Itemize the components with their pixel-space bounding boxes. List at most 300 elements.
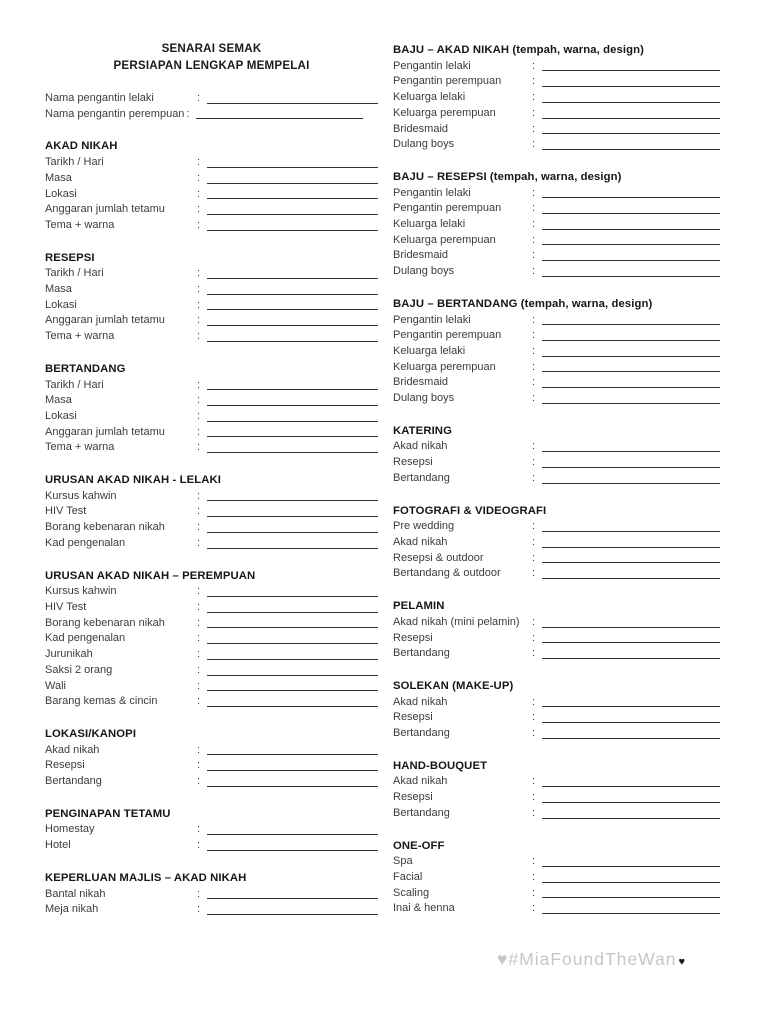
colon-separator: : — [197, 409, 201, 422]
field-label: Masa — [45, 394, 72, 407]
field-row — [393, 264, 720, 280]
fill-in-line — [542, 578, 720, 579]
section-heading: ONE-OFF — [393, 839, 445, 852]
field-label: Dulang boys — [393, 392, 455, 405]
fill-in-line — [207, 500, 378, 501]
colon-separator: : — [532, 695, 536, 708]
colon-separator: : — [197, 759, 201, 772]
colon-separator: : — [532, 329, 536, 342]
field-label: Tema + warna — [45, 218, 115, 231]
field-label: Hotel — [45, 839, 71, 852]
section — [393, 504, 720, 583]
field-label: Bantal nikah — [45, 887, 106, 900]
field-label: Masa — [45, 283, 72, 296]
fill-in-line — [542, 802, 720, 803]
section — [45, 807, 378, 854]
field-label: Inai & henna — [393, 902, 455, 915]
fill-in-line — [542, 882, 720, 883]
colon-separator: : — [532, 567, 536, 580]
section-heading: BAJU – AKAD NIKAH (tempah, warna, design) — [393, 44, 644, 56]
colon-separator: : — [197, 156, 201, 169]
fill-in-line — [542, 467, 720, 468]
fill-in-line — [207, 627, 378, 628]
fill-in-line — [542, 387, 720, 388]
field-row — [45, 663, 378, 679]
field-row — [393, 439, 720, 455]
field-row — [45, 631, 378, 647]
fill-in-line — [542, 451, 720, 452]
section — [393, 424, 720, 487]
field-row — [393, 233, 720, 249]
colon-separator: : — [532, 313, 536, 326]
colon-separator: : — [197, 632, 201, 645]
field-label: Nama pengantin perempuan — [45, 107, 185, 120]
field-row — [393, 519, 720, 535]
colon-separator: : — [532, 886, 536, 899]
field-label: Spa — [393, 855, 413, 868]
field-label: Kursus kahwin — [45, 489, 117, 502]
field-row — [393, 710, 720, 726]
fill-in-line — [542, 118, 720, 119]
section-heading: URUSAN AKAD NIKAH – PEREMPUAN — [45, 569, 256, 582]
field-row — [393, 217, 720, 233]
colon-separator: : — [532, 392, 536, 405]
colon-separator: : — [197, 298, 201, 311]
field-row — [393, 726, 720, 742]
fill-in-line — [207, 612, 378, 613]
fill-in-line — [207, 770, 378, 771]
section-heading: LOKASI/KANOPI — [45, 727, 137, 740]
colon-separator: : — [197, 218, 201, 231]
section — [45, 251, 378, 345]
fill-in-line — [196, 118, 363, 119]
field-row — [393, 886, 720, 902]
fill-in-line — [207, 643, 378, 644]
field-label: Resepsi & outdoor — [393, 551, 484, 564]
field-row — [45, 187, 378, 203]
field-row — [45, 822, 378, 838]
field-label: Pengantin perempuan — [393, 202, 502, 215]
section — [45, 569, 378, 710]
field-label: Bertandang — [393, 471, 450, 484]
fill-in-line — [207, 596, 378, 597]
field-label: Bridesmaid — [393, 249, 449, 262]
field-label: Dulang boys — [393, 265, 455, 278]
colon-separator: : — [197, 743, 201, 756]
colon-separator: : — [532, 727, 536, 740]
colon-separator: : — [197, 203, 201, 216]
field-row — [393, 631, 720, 647]
field-label: Tema + warna — [45, 330, 115, 343]
fill-in-line — [542, 86, 720, 87]
fill-in-line — [207, 278, 378, 279]
field-row — [393, 566, 720, 582]
heart-icon: ♥ — [678, 956, 685, 968]
section — [393, 759, 720, 822]
field-label: Barang kemas & cincin — [45, 695, 158, 708]
section-heading: BAJU – RESEPSI (tempah, warna, design) — [393, 170, 622, 183]
fill-in-line — [207, 706, 378, 707]
field-row — [45, 758, 378, 774]
field-label: Resepsi — [45, 759, 85, 772]
field-label: Bridesmaid — [393, 376, 449, 389]
section — [45, 727, 378, 790]
colon-separator: : — [197, 823, 201, 836]
field-row — [393, 695, 720, 711]
field-row — [45, 107, 378, 123]
colon-separator: : — [532, 806, 536, 819]
fill-in-line — [207, 786, 378, 787]
field-row — [393, 646, 720, 662]
field-row — [45, 298, 378, 314]
colon-separator: : — [197, 521, 201, 534]
section-heading: FOTOGRAFI & VIDEOGRAFI — [393, 504, 547, 517]
colon-separator: : — [197, 394, 201, 407]
field-label: Resepsi — [393, 456, 433, 469]
colon-separator: : — [532, 233, 536, 246]
field-row — [393, 551, 720, 567]
field-label: Akad nikah — [393, 535, 448, 548]
field-row — [45, 440, 378, 456]
colon-separator: : — [197, 441, 201, 454]
intro-fields — [45, 91, 378, 122]
colon-separator: : — [197, 171, 201, 184]
field-row — [45, 313, 378, 329]
fill-in-line — [542, 102, 720, 103]
field-row — [45, 504, 378, 520]
field-row — [45, 378, 378, 394]
field-label: Saksi 2 orang — [45, 663, 113, 676]
fill-in-line — [542, 642, 720, 643]
field-row — [393, 360, 720, 376]
field-label: Kad pengenalan — [45, 632, 126, 645]
field-label: HIV Test — [45, 600, 87, 613]
colon-separator: : — [197, 92, 201, 104]
fill-in-line — [542, 627, 720, 628]
field-row — [393, 344, 720, 360]
fill-in-line — [207, 850, 378, 851]
field-row — [45, 202, 378, 218]
field-label: Tarikh / Hari — [45, 267, 104, 280]
fill-in-line — [207, 309, 378, 310]
colon-separator: : — [532, 265, 536, 278]
field-label: Dulang boys — [393, 138, 455, 151]
fill-in-line — [207, 436, 378, 437]
fill-in-line — [207, 675, 378, 676]
fill-in-line — [207, 690, 378, 691]
fill-in-line — [207, 405, 378, 406]
fill-in-line — [542, 324, 720, 325]
field-row — [45, 647, 378, 663]
title-line-1: SENARAI SEMAK — [161, 42, 262, 55]
field-row — [393, 870, 720, 886]
fill-in-line — [542, 403, 720, 404]
field-label: Tema + warna — [45, 441, 115, 454]
field-label: Resepsi — [393, 711, 433, 724]
section — [393, 297, 720, 407]
colon-separator: : — [197, 585, 201, 598]
fill-in-line — [207, 421, 378, 422]
fill-in-line — [207, 230, 378, 231]
field-row — [393, 313, 720, 329]
field-row — [45, 902, 378, 918]
field-label: Borang kebenaran nikah — [45, 616, 165, 629]
fill-in-line — [207, 183, 378, 184]
field-label: Scaling — [393, 886, 430, 899]
field-label: Pengantin perempuan — [393, 75, 502, 88]
colon-separator: : — [532, 376, 536, 389]
colon-separator: : — [532, 647, 536, 660]
field-row — [393, 328, 720, 344]
section — [393, 599, 720, 662]
colon-separator: : — [197, 505, 201, 518]
field-label: Bertandang — [393, 806, 450, 819]
field-row — [393, 790, 720, 806]
fill-in-line — [542, 818, 720, 819]
colon-separator: : — [197, 330, 201, 343]
section — [45, 362, 378, 456]
colon-separator: : — [532, 471, 536, 484]
colon-separator: : — [532, 138, 536, 151]
colon-separator: : — [197, 378, 201, 391]
fill-in-line — [207, 898, 378, 899]
field-label: Pengantin lelaki — [393, 186, 471, 199]
fill-in-line — [207, 754, 378, 755]
colon-separator: : — [532, 855, 536, 868]
field-label: Lokasi — [45, 409, 77, 422]
fill-in-line — [542, 786, 720, 787]
field-label: Akad nikah — [45, 743, 100, 756]
field-label: Keluarga lelaki — [393, 91, 466, 104]
field-label: Pre wedding — [393, 520, 455, 533]
field-label: Keluarga perempuan — [393, 233, 496, 246]
colon-separator: : — [532, 456, 536, 469]
fill-in-line — [542, 340, 720, 341]
colon-separator: : — [532, 711, 536, 724]
colon-separator: : — [532, 791, 536, 804]
colon-separator: : — [197, 663, 201, 676]
fill-in-line — [207, 214, 378, 215]
field-row — [393, 90, 720, 106]
field-label: Jurunikah — [45, 648, 93, 661]
field-row — [393, 455, 720, 471]
section — [393, 679, 720, 742]
fill-in-line — [207, 914, 378, 915]
colon-separator: : — [532, 902, 536, 915]
colon-separator: : — [197, 839, 201, 852]
colon-separator: : — [532, 186, 536, 199]
section-heading: KATERING — [393, 424, 452, 437]
section — [393, 839, 720, 918]
fill-in-line — [207, 389, 378, 390]
field-label: Pengantin perempuan — [393, 329, 502, 342]
fill-in-line — [542, 531, 720, 532]
fill-in-line — [207, 834, 378, 835]
field-row — [45, 536, 378, 552]
field-row — [45, 282, 378, 298]
field-row — [393, 535, 720, 551]
field-label: Keluarga perempuan — [393, 106, 496, 119]
colon-separator: : — [197, 489, 201, 502]
colon-separator: : — [197, 187, 201, 200]
field-label: Masa — [45, 171, 72, 184]
field-row — [393, 186, 720, 202]
field-label: Resepsi — [393, 791, 433, 804]
document-title — [45, 40, 378, 74]
fill-in-line — [542, 244, 720, 245]
field-row — [393, 74, 720, 90]
colon-separator: : — [532, 440, 536, 453]
watermark — [497, 950, 685, 971]
field-row — [45, 679, 378, 695]
colon-separator: : — [532, 75, 536, 88]
section-heading: SOLEKAN (MAKE-UP) — [393, 679, 514, 692]
fill-in-line — [542, 356, 720, 357]
field-row — [393, 854, 720, 870]
field-label: Meja nikah — [45, 903, 99, 916]
fill-in-line — [542, 70, 720, 71]
field-row — [393, 122, 720, 138]
field-label: Keluarga perempuan — [393, 360, 496, 373]
field-label: Bridesmaid — [393, 122, 449, 135]
field-label: Anggaran jumlah tetamu — [45, 314, 165, 327]
fill-in-line — [207, 548, 378, 549]
field-row — [393, 471, 720, 487]
field-row — [45, 600, 378, 616]
field-row — [393, 806, 720, 822]
field-row — [393, 901, 720, 917]
field-label: Kursus kahwin — [45, 585, 117, 598]
field-label: Wali — [45, 679, 66, 692]
section — [45, 139, 378, 233]
colon-separator: : — [197, 536, 201, 549]
section-heading: HAND-BOUQUET — [393, 759, 488, 772]
fill-in-line — [542, 276, 720, 277]
field-row — [45, 91, 378, 107]
fill-in-line — [542, 897, 720, 898]
field-row — [393, 201, 720, 217]
fill-in-line — [542, 738, 720, 739]
colon-separator: : — [186, 107, 190, 120]
colon-separator: : — [197, 616, 201, 629]
fill-in-line — [542, 213, 720, 214]
field-label: Keluarga lelaki — [393, 218, 466, 231]
fill-in-line — [542, 913, 720, 914]
fill-in-line — [542, 722, 720, 723]
section-heading: RESEPSI — [45, 251, 95, 264]
field-row — [45, 155, 378, 171]
colon-separator: : — [197, 903, 201, 916]
field-row — [45, 887, 378, 903]
field-row — [393, 137, 720, 153]
field-row — [45, 266, 378, 282]
fill-in-line — [207, 659, 378, 660]
field-row — [45, 329, 378, 345]
watermark-text: #MiaFoundTheWan — [508, 949, 677, 969]
field-row — [45, 218, 378, 234]
colon-separator: : — [197, 775, 201, 788]
section — [45, 871, 378, 918]
section-heading: BERTANDANG — [45, 362, 126, 375]
fill-in-line — [542, 866, 720, 867]
section — [393, 170, 720, 280]
field-row — [393, 59, 720, 75]
field-row — [45, 838, 378, 854]
field-row — [393, 774, 720, 790]
colon-separator: : — [197, 887, 201, 900]
colon-separator: : — [532, 218, 536, 231]
section-heading: PENGINAPAN TETAMU — [45, 807, 171, 820]
field-row — [45, 616, 378, 632]
field-row — [45, 393, 378, 409]
field-label: Pengantin lelaki — [393, 313, 471, 326]
fill-in-line — [207, 516, 378, 517]
field-row — [45, 774, 378, 790]
field-label: Bertandang — [45, 775, 102, 788]
fill-in-line — [207, 198, 378, 199]
colon-separator: : — [532, 249, 536, 262]
colon-separator: : — [532, 775, 536, 788]
field-label: Facial — [393, 870, 423, 883]
fill-in-line — [207, 103, 378, 104]
fill-in-line — [207, 167, 378, 168]
field-label: Anggaran jumlah tetamu — [45, 203, 165, 216]
colon-separator: : — [532, 551, 536, 564]
colon-separator: : — [532, 202, 536, 215]
fill-in-line — [542, 562, 720, 563]
field-label: Bertandang & outdoor — [393, 567, 501, 580]
field-label: Akad nikah — [393, 440, 448, 453]
field-row — [45, 171, 378, 187]
section-heading: PELAMIN — [393, 600, 445, 613]
colon-separator: : — [532, 122, 536, 135]
colon-separator: : — [532, 360, 536, 373]
colon-separator: : — [197, 267, 201, 280]
field-row — [45, 409, 378, 425]
colon-separator: : — [532, 631, 536, 644]
section-heading: URUSAN AKAD NIKAH - LELAKI — [45, 474, 222, 487]
section-heading: BAJU – BERTANDANG (tempah, warna, design) — [393, 297, 653, 310]
fill-in-line — [542, 260, 720, 261]
section — [393, 43, 720, 153]
field-row — [393, 248, 720, 264]
fill-in-line — [542, 658, 720, 659]
field-label: Nama pengantin lelaki — [45, 92, 154, 104]
colon-separator: : — [532, 91, 536, 104]
field-label: Lokasi — [45, 298, 77, 311]
colon-separator: : — [532, 344, 536, 357]
field-row — [45, 489, 378, 505]
fill-in-line — [207, 452, 378, 453]
field-row — [393, 391, 720, 407]
field-label: Akad nikah — [393, 695, 448, 708]
fill-in-line — [542, 149, 720, 150]
field-label: Lokasi — [45, 187, 77, 200]
title-line-2: PERSIAPAN LENGKAP MEMPELAI — [113, 59, 310, 72]
colon-separator: : — [197, 425, 201, 438]
left-column — [45, 40, 378, 918]
colon-separator: : — [197, 679, 201, 692]
field-row — [393, 106, 720, 122]
fill-in-line — [542, 483, 720, 484]
colon-separator: : — [197, 283, 201, 296]
field-label: Tarikh / Hari — [45, 378, 104, 391]
section — [45, 473, 378, 552]
field-label: Homestay — [45, 823, 95, 836]
fill-in-line — [542, 706, 720, 707]
field-row — [45, 520, 378, 536]
fill-in-line — [542, 197, 720, 198]
